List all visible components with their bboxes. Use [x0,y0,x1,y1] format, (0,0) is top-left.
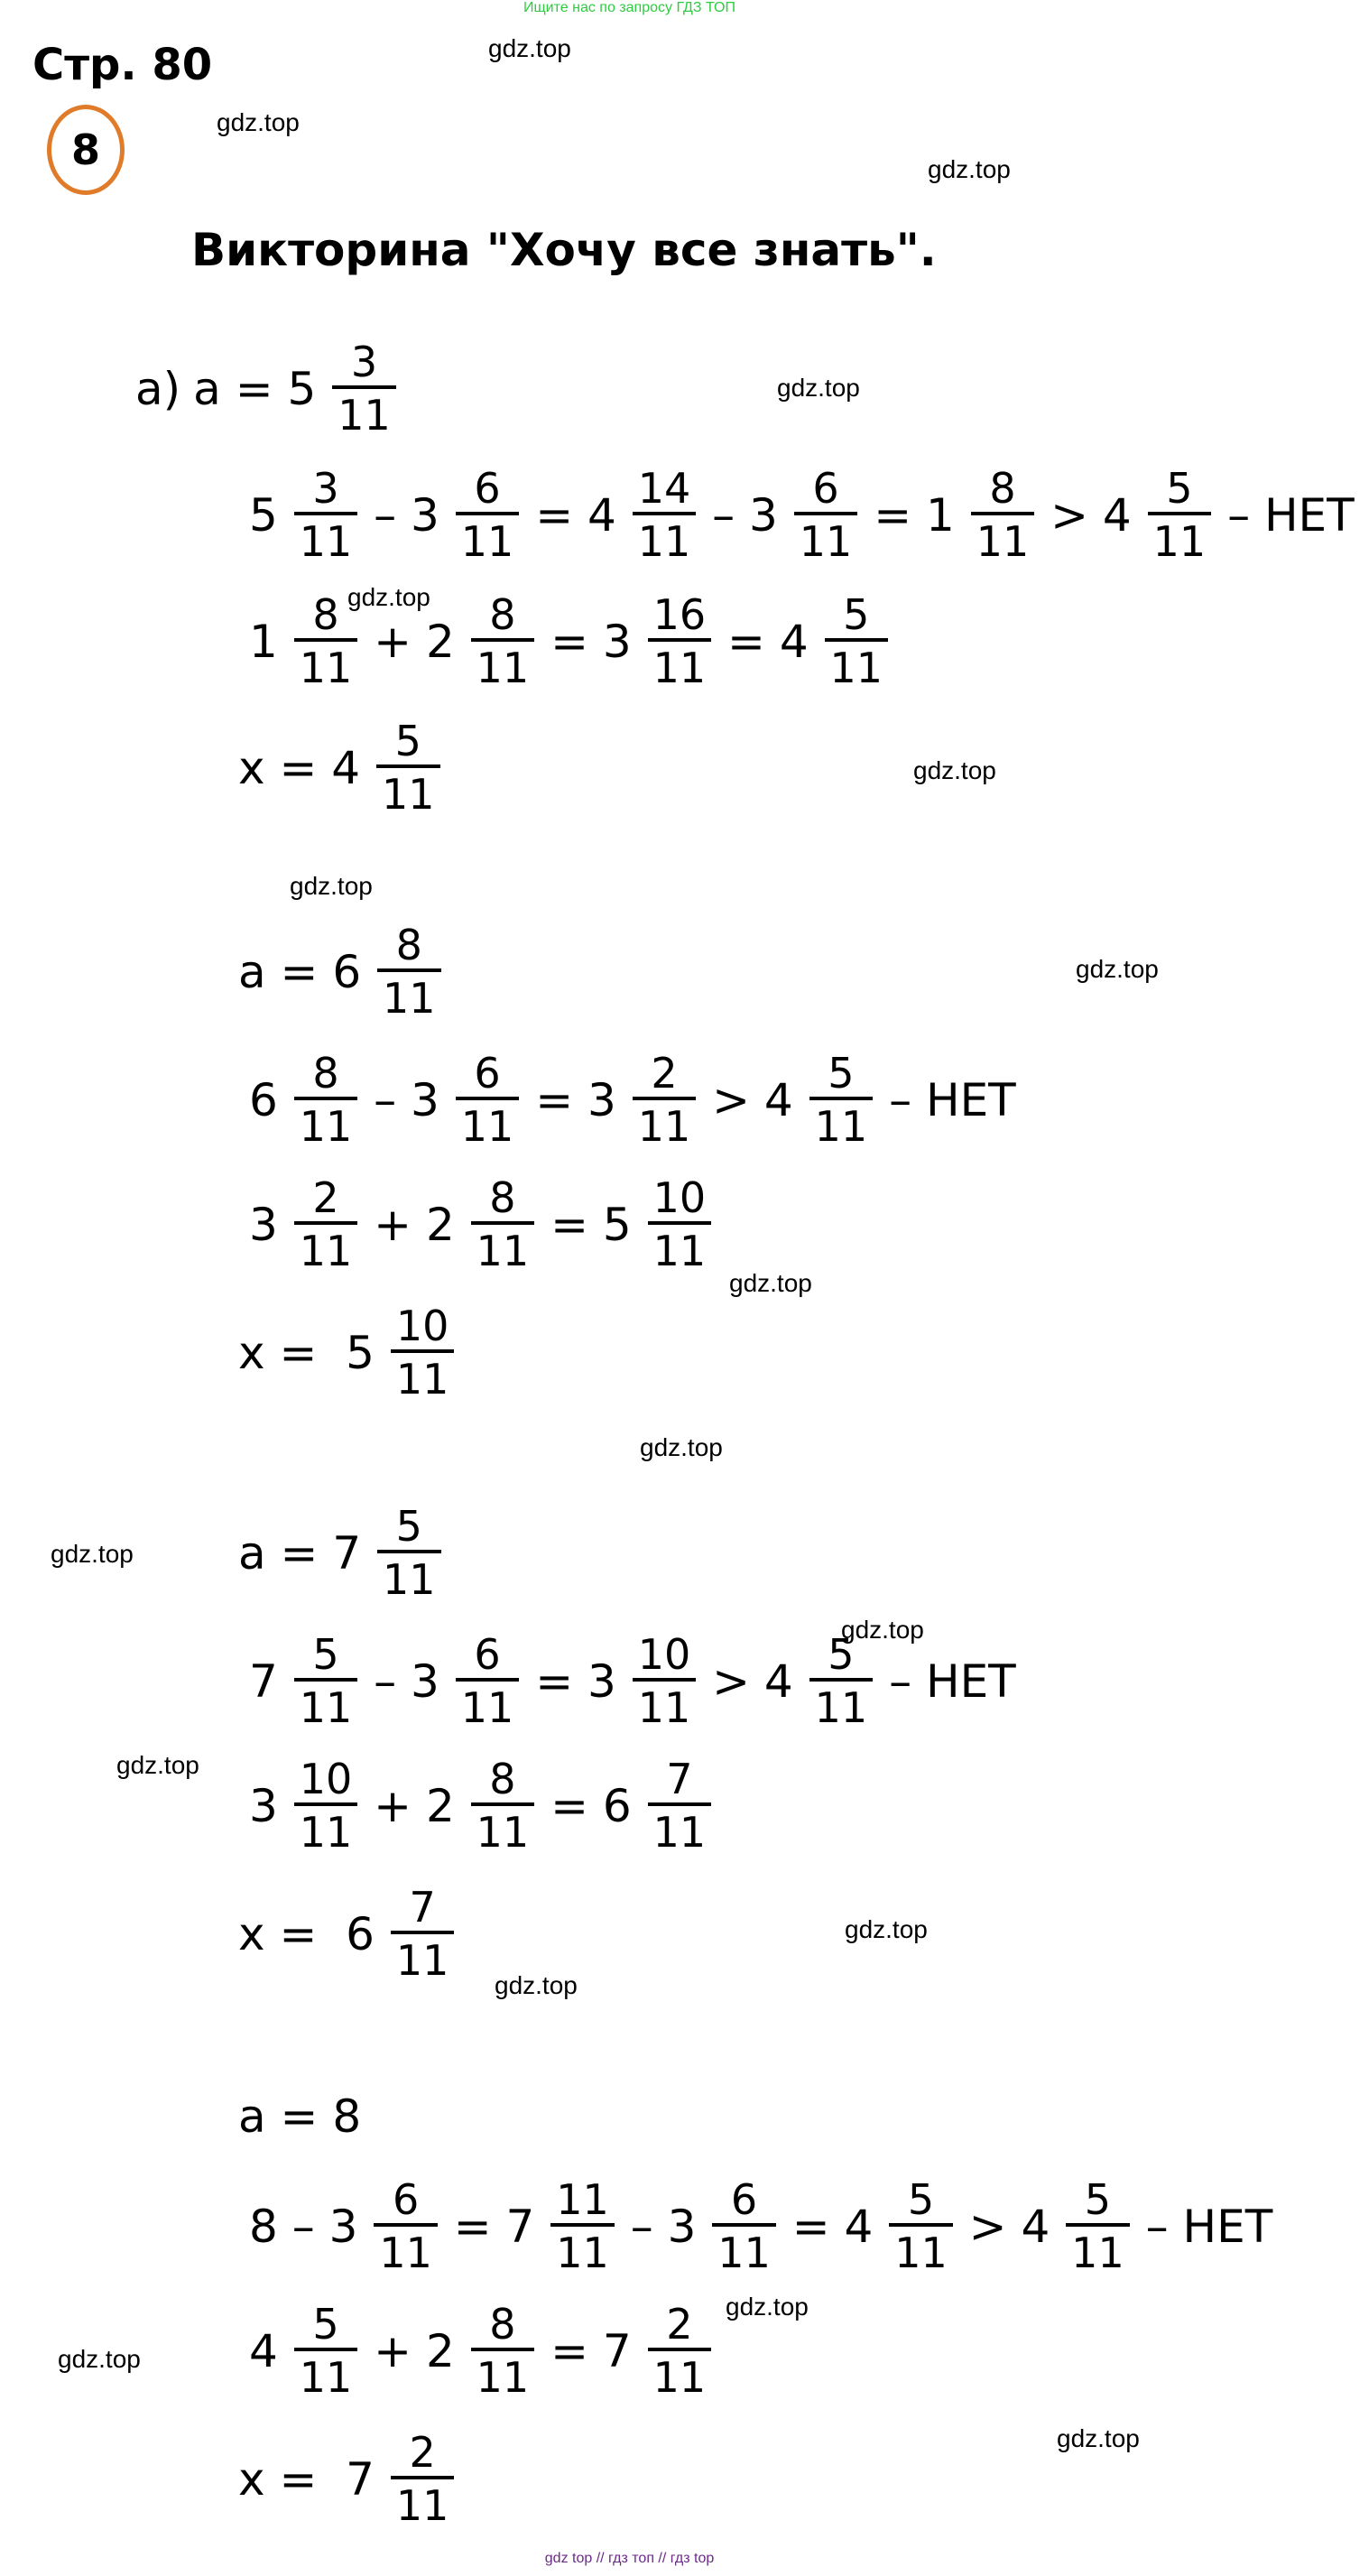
fraction-denominator: 11 [294,1678,358,1731]
fraction-denominator: 11 [471,638,535,691]
fraction [633,1632,697,1730]
math-text: – НЕТ [874,1073,1031,1126]
fraction [294,1175,358,1274]
fraction-numerator: 10 [395,1302,449,1350]
fraction-denominator: 11 [471,1802,535,1856]
math-text: – 3 [359,1654,454,1708]
watermark: gdz.top [913,756,996,784]
watermark: gdz.top [640,1433,723,1461]
equation-line [238,922,443,1021]
fraction-denominator: 11 [550,2223,615,2276]
fraction-numerator: 10 [652,1173,707,1222]
fraction-numerator: 5 [1166,464,1193,513]
footer: gdz top // гдз топ // гдз top [544,2551,715,2566]
fraction [809,1632,874,1730]
fraction-denominator: 11 [471,1221,535,1274]
fraction-numerator: 8 [312,590,339,639]
math-text: > 4 [698,1654,808,1708]
fraction [294,1632,358,1730]
watermark: gdz.top [1057,2424,1140,2452]
fraction-numerator: 3 [350,338,378,386]
math-text: = 3 [536,615,646,668]
fraction-denominator: 11 [294,638,358,691]
fraction-denominator: 11 [648,1802,712,1856]
fraction [294,1051,358,1149]
fraction-denominator: 11 [391,1349,455,1403]
fraction [1148,466,1212,564]
math-text: x = 7 [238,2452,389,2506]
watermark: gdz.top [777,374,860,402]
watermark: gdz.top [51,1540,134,1568]
fraction-numerator: 5 [312,1630,339,1679]
fraction-numerator: 7 [666,1755,693,1803]
math-text: = 4 [713,615,823,668]
fraction-numerator: 5 [828,1049,855,1098]
math-text: 6 [249,1073,292,1126]
fraction-denominator: 11 [456,512,520,565]
fraction-numerator: 6 [474,464,501,513]
math-text: 4 [249,2324,292,2377]
fraction [377,922,441,1021]
fraction [374,2177,438,2275]
fraction [648,1175,712,1274]
fraction-numerator: 2 [409,2428,436,2477]
math-text: – 3 [359,488,454,542]
math-text: = 7 [536,2324,646,2377]
task-number: 8 [70,125,100,174]
fraction [648,2302,712,2400]
equation-line [249,1175,713,1274]
math-text: 7 [249,1654,292,1708]
fraction [712,2177,776,2275]
math-text: – НЕТ [874,1654,1031,1708]
equation-line [238,1303,456,1402]
fraction-denominator: 11 [374,2223,438,2276]
fraction [809,1051,874,1149]
equation-line [249,2177,1287,2275]
fraction [471,1756,535,1855]
fraction-numerator: 8 [489,1755,516,1803]
fraction-denominator: 11 [391,1931,455,1984]
quiz-title: Викторина "Хочу все знать". [191,224,937,276]
fraction [377,1504,441,1602]
fraction [889,2177,953,2275]
math-text: x = 4 [238,741,375,794]
fraction-numerator: 8 [489,2300,516,2349]
fraction-denominator: 11 [456,1097,520,1150]
fraction [550,2177,615,2275]
math-text: – 3 [359,1073,454,1126]
math-text: – 3 [698,488,792,542]
watermark: gdz.top [1076,955,1159,983]
fraction-denominator: 11 [294,1802,358,1856]
fraction-denominator: 11 [809,1678,874,1731]
math-text: a = 7 [238,1526,376,1580]
math-text: 5 [249,488,292,542]
fraction-numerator: 10 [637,1630,691,1679]
math-text: a = 8 [238,2090,376,2143]
watermark: gdz.top [845,1915,928,1943]
fraction-denominator: 11 [1066,2223,1130,2276]
fraction [391,1885,455,1983]
math-text: a = 5 [193,362,331,415]
fraction-denominator: 11 [294,1097,358,1150]
fraction-denominator: 11 [712,2223,776,2276]
fraction-numerator: 2 [651,1049,678,1098]
fraction [376,718,440,817]
math-text: + 2 [359,615,469,668]
fraction-numerator: 6 [474,1630,501,1679]
fraction [456,1051,520,1149]
equation-line [238,2085,375,2148]
watermark: gdz.top [290,872,373,900]
fraction-numerator: 5 [312,2300,339,2349]
math-text: – НЕТ [1131,2200,1288,2253]
math-text: = 4 [777,2200,888,2253]
equation-line [238,718,442,817]
fraction-numerator: 6 [730,2175,758,2224]
math-text: = 3 [521,1654,631,1708]
watermark: gdz.top [488,34,571,62]
fraction [1066,2177,1130,2275]
part-label: а) [135,362,181,415]
fraction-denominator: 11 [633,1678,697,1731]
fraction-numerator: 8 [989,464,1016,513]
equation-line [238,1504,443,1602]
math-text: – 3 [615,2200,711,2253]
math-text: – НЕТ [1213,488,1369,542]
fraction [456,466,520,564]
equation-line [249,592,890,690]
watermark: gdz.top [116,1751,199,1779]
fraction-numerator: 14 [637,464,691,513]
fraction-numerator: 8 [395,921,422,969]
fraction-denominator: 11 [294,512,358,565]
fraction [648,592,712,690]
equation-line [249,2302,713,2400]
math-text: = 6 [536,1779,646,1832]
fraction [471,1175,535,1274]
fraction-denominator: 11 [889,2223,953,2276]
fraction-numerator: 3 [312,464,339,513]
task-number-badge [47,105,125,195]
watermark: gdz.top [495,1971,578,1999]
math-text: = 5 [536,1198,646,1251]
fraction-numerator: 2 [666,2300,693,2349]
fraction-numerator: 6 [812,464,839,513]
fraction-denominator: 11 [294,2348,358,2401]
fraction-denominator: 11 [648,2348,712,2401]
math-text: = 3 [521,1073,631,1126]
watermark: gdz.top [928,155,1011,183]
watermark: gdz.top [841,1616,924,1644]
fraction-numerator: 7 [409,1883,436,1932]
math-text: > 4 [698,1073,808,1126]
fraction-numerator: 10 [299,1755,353,1803]
math-text: x = 6 [238,1907,389,1960]
math-text: > 4 [1036,488,1146,542]
fraction [332,339,396,438]
fraction-numerator: 8 [312,1049,339,1098]
fraction-numerator: 8 [489,590,516,639]
math-text: 8 – 3 [249,2200,373,2253]
equation-line [249,1756,713,1855]
fraction-denominator: 11 [377,1550,441,1603]
fraction [633,466,697,564]
watermark: gdz.top [347,583,430,611]
math-text: + 2 [359,2324,469,2377]
fraction [471,2302,535,2400]
fraction [294,1756,358,1855]
math-text: 3 [249,1779,292,1832]
math-text: = 7 [439,2200,550,2253]
math-text: 1 [249,615,292,668]
fraction [294,592,358,690]
top-banner: Ищите нас по запросу ГДЗ ТОП [523,0,735,15]
fraction-numerator: 8 [489,1173,516,1222]
fraction [648,1756,712,1855]
equation-line [249,1632,1031,1730]
fraction [794,466,858,564]
fraction-numerator: 16 [652,590,707,639]
fraction-denominator: 11 [633,512,697,565]
equation-line [249,1051,1031,1149]
fraction-denominator: 11 [648,638,712,691]
fraction [971,466,1035,564]
math-text: x = 5 [238,1326,389,1379]
fraction-denominator: 11 [471,2348,535,2401]
fraction [456,1632,520,1730]
fraction-numerator: 5 [907,2175,935,2224]
fraction-denominator: 11 [1148,512,1212,565]
math-text: = 1 [859,488,969,542]
equation-line [249,466,1369,564]
fraction-denominator: 11 [648,1221,712,1274]
fraction-numerator: 5 [394,717,421,765]
math-text: + 2 [359,1198,469,1251]
watermark: gdz.top [729,1269,812,1297]
fraction-denominator: 11 [391,2476,455,2529]
fraction-denominator: 11 [809,1097,874,1150]
fraction-denominator: 11 [794,512,858,565]
fraction [391,2430,455,2528]
fraction-numerator: 6 [392,2175,420,2224]
fraction-numerator: 5 [828,1630,855,1679]
fraction-denominator: 11 [376,764,440,818]
fraction [471,592,535,690]
fraction-numerator: 11 [556,2175,609,2224]
fraction-numerator: 5 [1084,2175,1112,2224]
fraction-denominator: 11 [633,1097,697,1150]
fraction [294,466,358,564]
fraction [391,1303,455,1402]
fraction-numerator: 5 [395,1502,422,1551]
fraction [294,2302,358,2400]
fraction [825,592,889,690]
fraction-denominator: 11 [294,1221,358,1274]
fraction-numerator: 6 [474,1049,501,1098]
page-number: Стр. 80 [32,40,213,90]
watermark: gdz.top [217,108,300,136]
equation-line [238,2430,456,2528]
fraction-numerator: 5 [843,590,870,639]
equation-line [238,1885,456,1983]
math-text: + 2 [359,1779,469,1832]
math-text: 3 [249,1198,292,1251]
watermark: gdz.top [726,2293,809,2321]
watermark: gdz.top [58,2345,141,2373]
fraction-denominator: 11 [332,385,396,439]
math-text: > 4 [954,2200,1065,2253]
fraction-denominator: 11 [825,638,889,691]
fraction-denominator: 11 [971,512,1035,565]
math-text: = 4 [521,488,631,542]
equation-line [135,339,398,438]
fraction [633,1051,697,1149]
fraction-denominator: 11 [456,1678,520,1731]
fraction-denominator: 11 [377,968,441,1022]
fraction-numerator: 2 [312,1173,339,1222]
math-text: a = 6 [238,945,376,998]
